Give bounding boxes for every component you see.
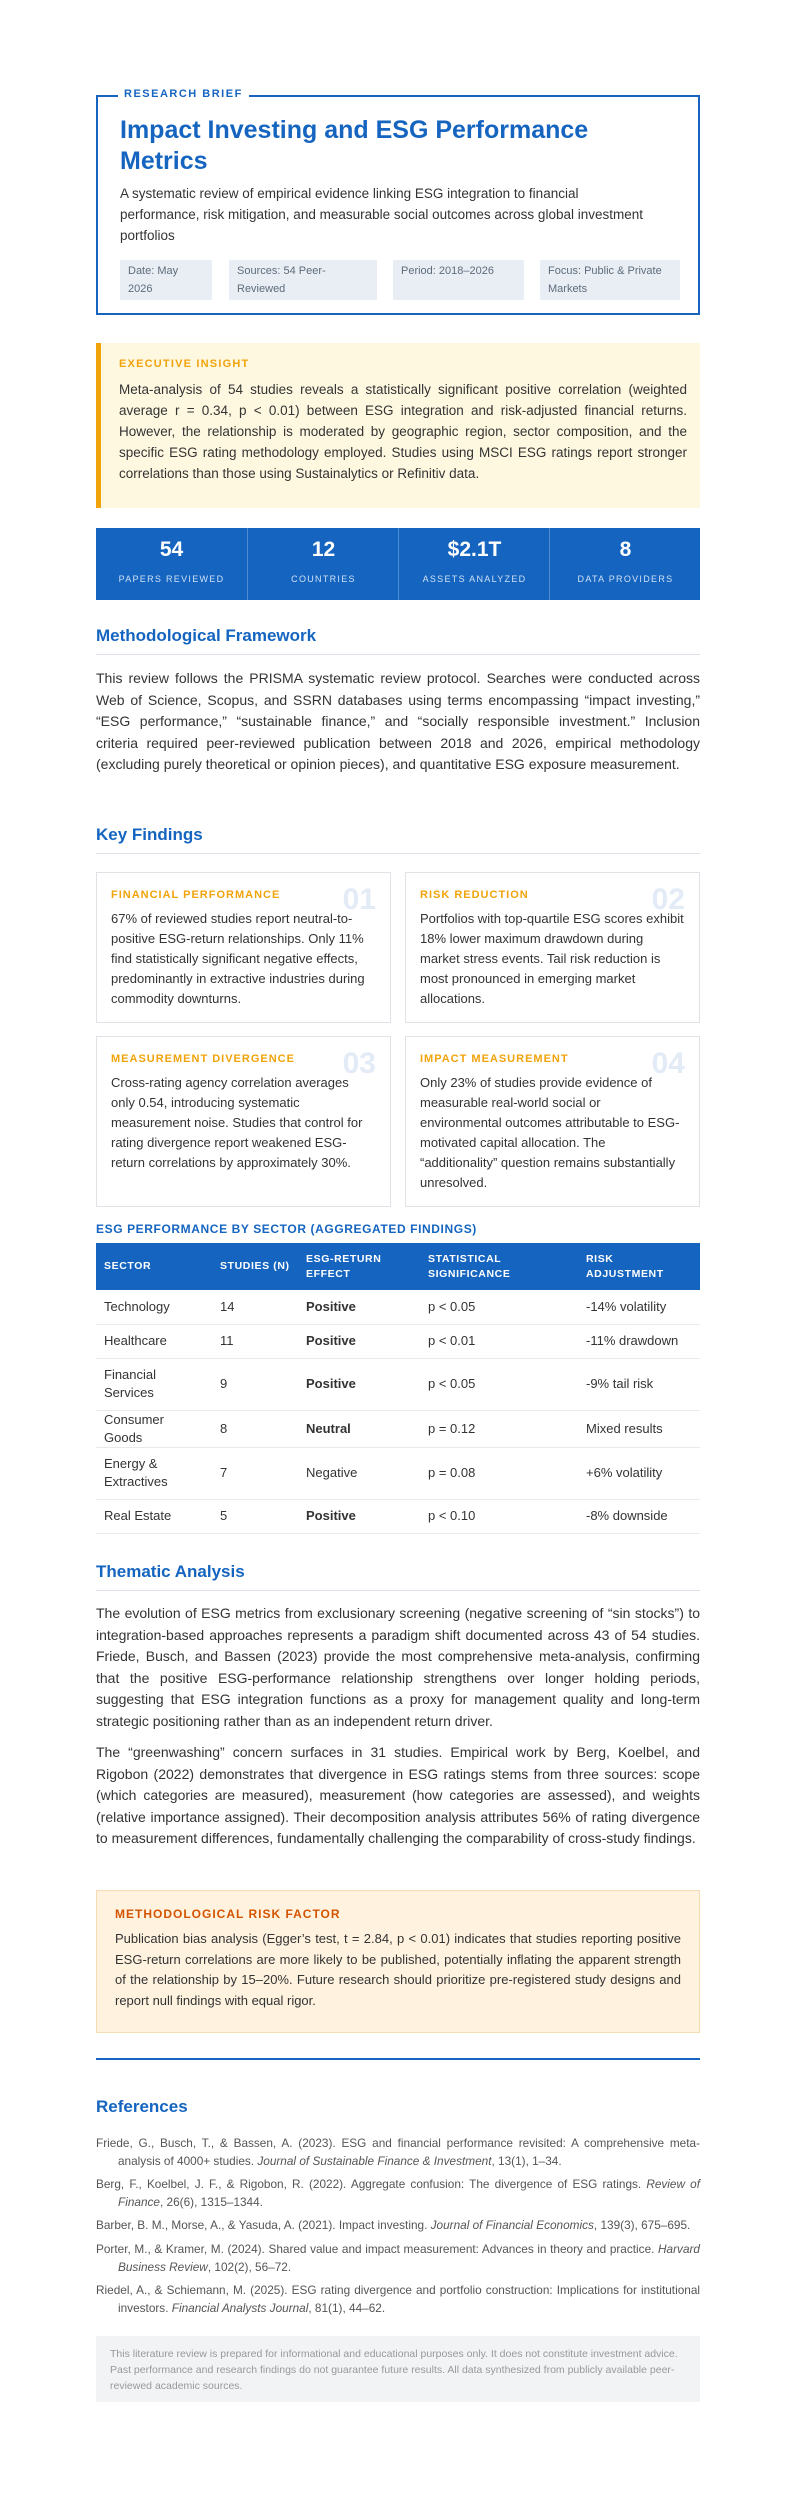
cell-sector: Energy & Extractives (96, 1447, 212, 1499)
cell-effect: Positive (298, 1499, 420, 1533)
stat-label: PAPERS REVIEWED (118, 574, 225, 584)
cell-studies: 5 (212, 1499, 298, 1533)
cell-significance: p < 0.10 (420, 1499, 578, 1533)
methodology-heading: Methodological Framework (96, 626, 700, 655)
cell-effect: Negative (298, 1447, 420, 1499)
card-label: IMPACT MEASUREMENT (420, 1053, 569, 1065)
disclaimer: This literature review is prepared for informational and educational purposes only. It does not constitute investment advice. Past performance and research findings do not guarantee future results. All data synthesized from publicly available peer-reviewed academic sources. (96, 2336, 700, 2402)
reference-volume: , 13(1), 1–34. (491, 2154, 562, 2168)
card-text: Only 23% of studies provide evidence of measurable real-world social or environmental outcomes attributable to ESG-motivated capital allocation. The “additionality” question remains substantially unresolved. (420, 1075, 680, 1190)
cell-significance: p < 0.01 (420, 1324, 578, 1358)
card-number: 02 (651, 883, 685, 916)
page-title: Impact Investing and ESG Performance Metrics (120, 116, 589, 175)
reference-item (96, 2175, 700, 2211)
insight-label: EXECUTIVE INSIGHT (119, 358, 250, 370)
cell-risk: -9% tail risk (578, 1358, 700, 1410)
card-text: Portfolios with top-quartile ESG scores exhibit 18% lower maximum drawdown during market stress events. Tail risk reduction is most pronounced in emerging market allocations. (420, 911, 684, 1006)
stat-label: ASSETS ANALYZED (422, 574, 527, 584)
reference-text: Barber, B. M., Morse, A., & Yasuda, A. (2021). Impact investing. (96, 2218, 431, 2232)
meta-sources: Sources: 54 Peer-Reviewed (229, 260, 377, 300)
methodology-text: This review follows the PRISMA systematic review protocol. Searches were conducted across Web of Science, Scopus, and SSRN databases using terms encompassing “impact investing,” “ESG performance,” “sustainable finance,” and “socially responsible investment.” Inclusion criteria required peer-reviewed publication between 2018 and 2026, empirical methodology (excluding purely theoretical or opinion pieces), and quantitative ESG exposure measurement. (96, 670, 700, 772)
cell-risk: +6% volatility (578, 1447, 700, 1499)
reference-volume: , 139(3), 675–695. (593, 2218, 691, 2232)
table-row (96, 1447, 700, 1499)
risk-text: Publication bias analysis (Egger’s test, t = 2.84, p < 0.01) indicates that studies reporting positive ESG-return correlations are more likely to be published, potentially inflating the apparent strength of the relationship by 15–20%. Future research should prioritize pre-registered study designs and report null findings with equal rigor. (115, 1931, 681, 2008)
reference-text: Berg, F., Koelbel, J. F., & Rigobon, R. (2022). Aggregate confusion: The divergence of ESG ratings. (96, 2177, 647, 2191)
key-findings-heading: Key Findings (96, 825, 700, 854)
cell-risk: -11% drawdown (578, 1324, 700, 1358)
card-number: 03 (342, 1047, 376, 1080)
finding-card-impact (405, 1036, 700, 1207)
column-header: STATISTICAL SIGNIFICANCE (420, 1243, 578, 1290)
reference-journal: Financial Analysts Journal (171, 2301, 309, 2315)
meta-focus: Focus: Public & Private Markets (540, 260, 680, 300)
column-header: RISK ADJUSTMENT (578, 1243, 700, 1290)
finding-card-measurement (96, 1036, 391, 1207)
cell-sector: Consumer Goods (96, 1410, 212, 1447)
stat-label: DATA PROVIDERS (577, 574, 674, 584)
card-text: 67% of reviewed studies report neutral-to-positive ESG-return relationships. Only 11% find statistically significant negative effects, predominantly in extractive industries during commodity downturns. (111, 911, 365, 1006)
reference-volume: , 81(1), 44–62. (308, 2301, 386, 2315)
cell-effect: Positive (298, 1358, 420, 1410)
table-title: ESG PERFORMANCE BY SECTOR (AGGREGATED FINDINGS) (96, 1222, 477, 1236)
stat-papers (96, 528, 247, 600)
thematic-paragraph-1: The evolution of ESG metrics from exclusionary screening (negative screening of “sin stocks”) to integration-based approaches represents a paradigm shift documented across 43 of 54 studies. Friede, Busch, and Bassen (2023) provide the most comprehensive meta-analysis, confirming that the positive ESG-performance relationship strengthens over longer holding periods, suggesting that ESG integration functions as a proxy for management quality and long-term strategic positioning rather than as an independent return driver. (96, 1605, 700, 1729)
executive-insight (96, 343, 700, 508)
column-header: STUDIES (N) (212, 1243, 298, 1290)
cell-risk: -8% downside (578, 1499, 700, 1533)
reference-item (96, 2134, 700, 2170)
cell-significance: p < 0.05 (420, 1290, 578, 1324)
cell-studies: 11 (212, 1324, 298, 1358)
stat-value: $2.1T (447, 538, 502, 561)
reference-text: Friede, G., Busch, T., & Bassen, A. (2023). ESG and financial performance revisited: A comprehensive meta-analysis of 4000+ studies. (96, 2136, 700, 2168)
stat-value: 8 (619, 538, 632, 561)
cell-effect: Neutral (298, 1410, 420, 1447)
table-header-row (96, 1243, 700, 1290)
stat-label: COUNTRIES (291, 574, 356, 584)
reference-volume: , 102(2), 56–72. (207, 2260, 292, 2274)
cell-effect: Positive (298, 1290, 420, 1324)
reference-item (96, 2216, 700, 2234)
table-row (96, 1290, 700, 1324)
table-row (96, 1499, 700, 1533)
card-label: RISK REDUCTION (420, 889, 529, 901)
cell-sector: Healthcare (96, 1324, 212, 1358)
meta-row (120, 260, 680, 300)
table-row (96, 1358, 700, 1410)
table-row (96, 1410, 700, 1447)
thematic-paragraph-2: The “greenwashing” concern surfaces in 31 studies. Empirical work by Berg, Koelbel, and Rigobon (2022) demonstrates that divergence in ESG ratings stems from three sources: scope (which categories are measured), measurement (how categories are assessed), and weights (relative importance assigned). Their decomposition analysis attributes 56% of rating divergence to measurement differences, fundamentally challenging the comparability of cross-study findings. (96, 1744, 700, 1846)
section-divider (96, 2058, 700, 2060)
stats-band (96, 528, 700, 600)
stat-value: 54 (159, 538, 184, 561)
reference-text: Riedel, A., & Schiemann, M. (2025). ESG rating divergence and portfolio construction: Implications for institutional investors. (96, 2283, 700, 2315)
thematic-heading: Thematic Analysis (96, 1562, 700, 1591)
cell-significance: p = 0.08 (420, 1447, 578, 1499)
card-label: FINANCIAL PERFORMANCE (111, 889, 281, 901)
meta-date: Date: May 2026 (120, 260, 212, 300)
cell-sector: Financial Services (96, 1358, 212, 1410)
cell-studies: 14 (212, 1290, 298, 1324)
cell-sector: Real Estate (96, 1499, 212, 1533)
stat-value: 12 (311, 538, 336, 561)
cell-risk: Mixed results (578, 1410, 700, 1447)
risk-label: METHODOLOGICAL RISK FACTOR (115, 1907, 341, 1921)
finding-card-risk (405, 872, 700, 1023)
risk-factor-box (96, 1890, 700, 2033)
table-row (96, 1324, 700, 1358)
cell-studies: 9 (212, 1358, 298, 1410)
card-number: 01 (342, 883, 376, 916)
cell-effect: Positive (298, 1324, 420, 1358)
finding-card-financial (96, 872, 391, 1023)
stat-countries (247, 528, 399, 600)
reference-journal: Harvard Business Review (118, 2242, 700, 2274)
reference-journal: Journal of Sustainable Finance & Investment (257, 2154, 492, 2168)
card-text: Cross-rating agency correlation averages only 0.54, introducing systematic measurement noise. Studies that control for rating divergence report weakened ESG-return correlations by approximately 30%. (111, 1075, 363, 1170)
reference-volume: , 26(6), 1315–1344. (159, 2195, 263, 2209)
column-header: ESG-RETURN EFFECT (298, 1243, 420, 1290)
reference-item (96, 2281, 700, 2317)
meta-period: Period: 2018–2026 (393, 260, 524, 300)
cell-sector: Technology (96, 1290, 212, 1324)
page-subtitle: A systematic review of empirical evidence linking ESG integration to financial performance, risk mitigation, and measurable social outcomes across global investment portfolios (120, 186, 643, 243)
reference-item (96, 2240, 700, 2276)
cell-risk: -14% volatility (578, 1290, 700, 1324)
insight-text: Meta-analysis of 54 studies reveals a statistically significant positive correlation (weighted average r = 0.34, p < 0.01) between ESG integration and risk-adjusted financial returns. However, the relationship is moderated by geographic region, sector composition, and the specific ESG rating methodology employed. Studies using MSCI ESG ratings report stronger correlations than those using Sustainalytics or Refinitiv data. (119, 382, 687, 481)
header-box (96, 88, 700, 315)
stat-providers (549, 528, 701, 600)
reference-text: Porter, M., & Kramer, M. (2024). Shared value and impact measurement: Advances in theory and practice. (96, 2242, 659, 2256)
cell-studies: 7 (212, 1447, 298, 1499)
sector-table (96, 1243, 700, 1534)
references-heading: References (96, 2097, 188, 2116)
reference-journal: Journal of Financial Economics (430, 2218, 594, 2232)
card-label: MEASUREMENT DIVERGENCE (111, 1053, 295, 1065)
brief-label: RESEARCH BRIEF (118, 88, 249, 100)
reference-journal: Review of Finance (118, 2177, 700, 2209)
card-number: 04 (651, 1047, 685, 1080)
cell-significance: p = 0.12 (420, 1410, 578, 1447)
cell-studies: 8 (212, 1410, 298, 1447)
column-header: SECTOR (96, 1243, 212, 1290)
cell-significance: p < 0.05 (420, 1358, 578, 1410)
stat-assets (398, 528, 550, 600)
